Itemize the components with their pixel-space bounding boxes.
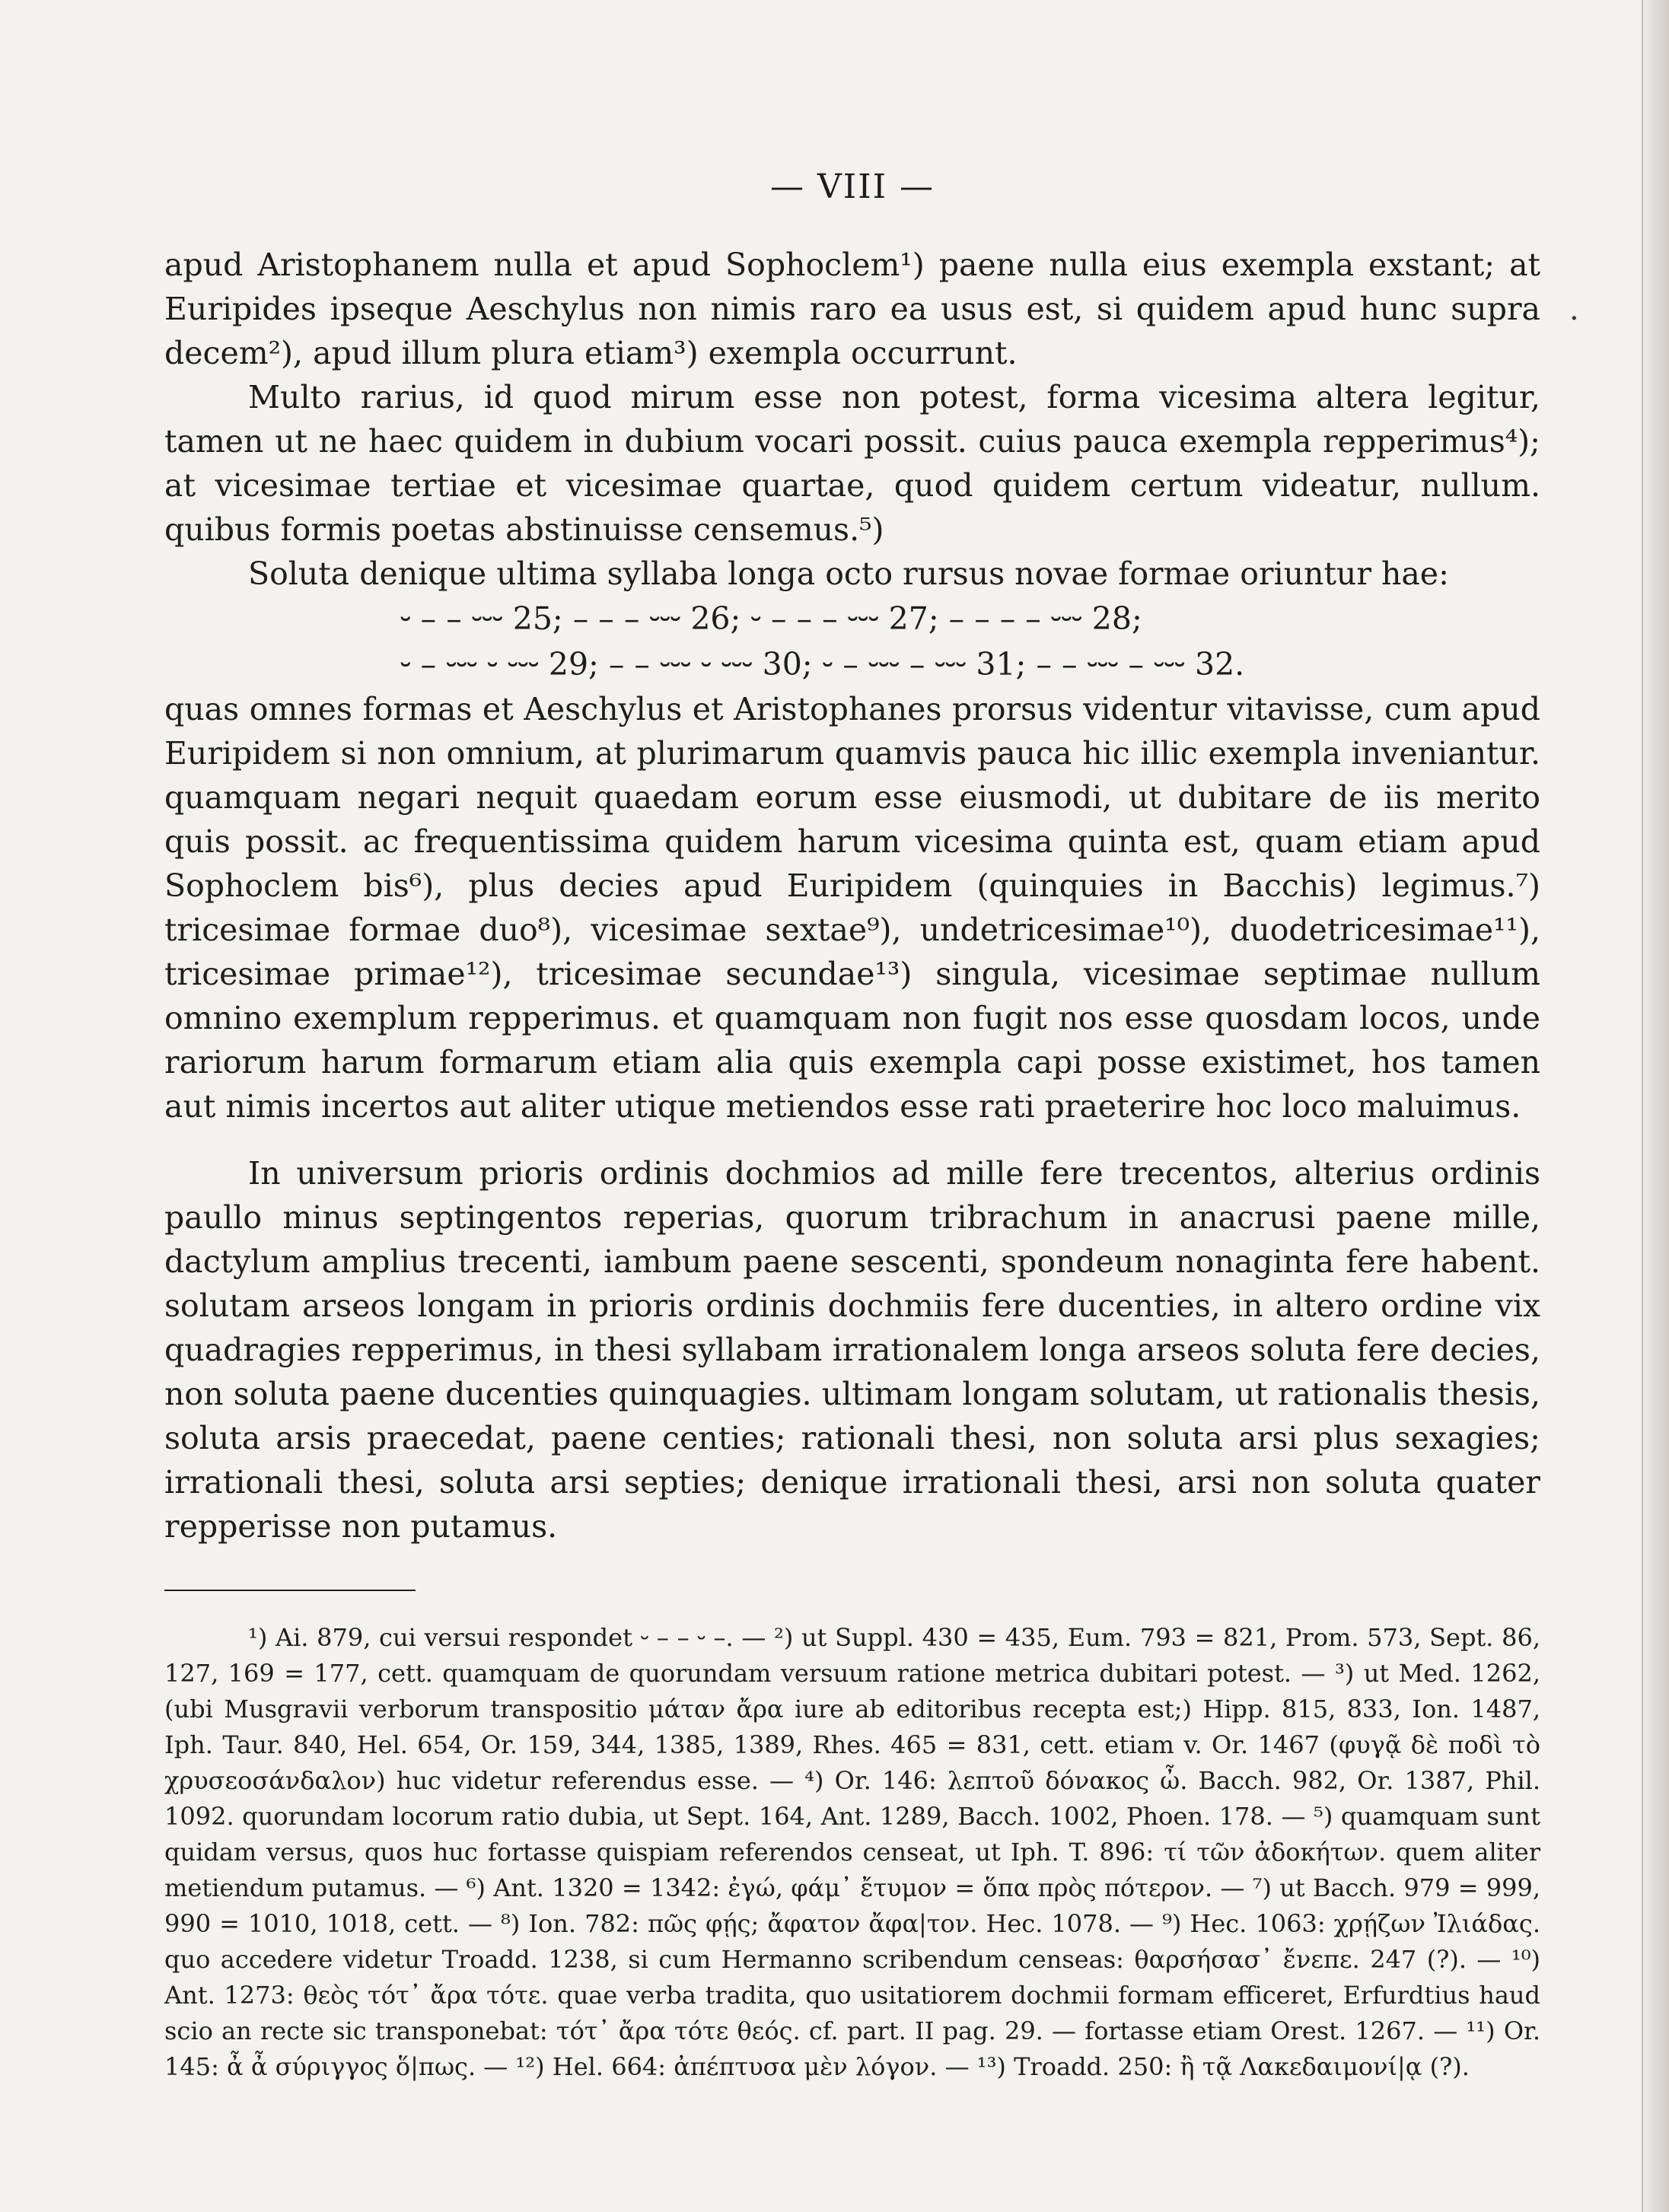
paragraph-5: In universum prioris ordinis dochmios ad mille fere trecentos, alterius ordinis paullo minus septingentos reperias, quorum tribrachum in anacrusi paene mille, dactylum amplius trecenti, iambum paene sescenti, spondeum nonaginta fere habent. solutam arseos longam in prioris ordinis dochmiis fere ducenties, in altero ordine vix quadragies repperimus, in thesi syllabam irrationalem longa arseos soluta fere decies, non soluta paene ducenties quinquagies. ultimam longam solutam, ut rationalis thesis, soluta arsis praecedat, paene centies; rationali thesi, non soluta arsi plus sexagies; irrationali thesi, soluta arsi septies; denique irrationali thesi, arsi non soluta quater repperisse non putamus. [164,1155,1540,1545]
footnote-text: ¹) Ai. 879, cui versui respondet ⏑ – – ⏑ –. — ²) ut Suppl. 430 = 435, Eum. 793 = 821, Prom. 573, Sept. 86, 127, 169 = 177, cett. quamquam de quorundam versuum ratione metrica dubitari potest. — ³) ut Med. 1262, (ubi Musgravii verborum transpositio μάταν ἄρα iure ab editoribus recepta est;) Hipp. 815, 833, Ion. 1487, Iph. Taur. 840, Hel. 654, Or. 159, 344, 1385, 1389, Rhes. 465 = 831, cett. etiam v. Or. 1467 (φυγᾷ δὲ ποδὶ τὸ χρυσεοσάνδαλον) huc videtur referendus esse. — ⁴) Or. 146: λεπτοῦ δόνακος ὦ. Bacch. 982, Or. 1387, Phil. 1092. quorundam locorum ratio dubia, ut Sept. 164, Ant. 1289, Bacch. 1002, Phoen. 178. — ⁵) quamquam sunt quidam versus, quos huc fortasse quispiam referendos censeat, ut Iph. T. 896: τί τῶν ἀδοκήτων. quem aliter metiendum putamus. — ⁶) Ant. 1320 = 1342: ἐγώ, φάμ᾽ ἔτυμον = ὅπα πρὸς πότερον. — ⁷) ut Bacch. 979 = 999, 990 = 1010, 1018, cett. — ⁸) Ion. 782: πῶς φῄς; ἄφατον ἄφα|τον. Hec. 1078. — ⁹) Hec. 1063: χρῄζων Ἰλιάδας. quo accedere videtur Troadd. 1238, si cum Hermanno scribendum censeas: θαρσήσασ᾽ ἔνεπε. 247 (?). — ¹⁰) Ant. 1273: θεὸς τότ᾽ ἄρα τότε. quae verba tradita, quo usitatiorem dochmii formam efficeret, Erfurdtius haud scio an recte sic transponebat: τότ᾽ ἄρα τότε θεός. cf. part. II pag. 29. — fortasse etiam Orest. 1267. — ¹¹) Or. 145: ἆ ἆ σύριγγος ὅ|πως. — ¹²) Hel. 664: ἀπέπτυσα μὲν λόγον. — ¹³) Troadd. 250: ἢ τᾷ Λακεδαιμονί|ᾳ (?). [164,1623,1540,2081]
paragraph-4: quas omnes formas et Aeschylus et Aristophanes prorsus videntur vitavisse, cum apud Euripidem si non omnium, at plurimarum quamvis pauca hic illic exempla inveniantur. quamquam negari nequit quaedam eorum esse eiusmodi, ut dubitare de iis merito quis possit. ac frequentissima quidem harum vicesima quinta est, quam etiam apud Sophoclem bis⁶), plus decies apud Euripidem (quinquies in Bacchis) legimus.⁷) tricesimae formae duo⁸), vicesimae sextae⁹), undetricesimae¹⁰), duodetricesimae¹¹), tricesimae primae¹²), tricesimae secundae¹³) singula, vicesimae septimae nullum omnino exemplum repperimus. et quamquam non fugit nos esse quosdam locos, unde rariorum harum formarum etiam alia quis exempla capi posse existimet, hos tamen aut nimis incertos aut aliter utique metiendos esse rati praeterire hoc loco maluimus. [164,691,1540,1125]
meter-line-1: ⏑ – – ⏑⏑⏑ 25; – – – ⏑⏑⏑ 26; ⏑ – – – ⏑⏑⏑ 27; – – – – ⏑⏑⏑ 28; [400,600,1142,637]
page-edge [1643,0,1669,2212]
margin-mark: · [1569,301,1579,336]
page-number: — VIII — [770,167,935,206]
footnote-divider [164,1590,416,1591]
page [164,160,1540,2085]
body-text [164,243,1540,1548]
meter-line-2: ⏑ – ⏑⏑⏑ ⏑ ⏑⏑⏑ 29; – – ⏑⏑⏑ ⏑ ⏑⏑⏑ 30; ⏑ – ⏑⏑⏑ – ⏑⏑⏑ 31; – – ⏑⏑⏑ – ⏑⏑⏑ 32. [400,646,1245,683]
paragraph-3: Soluta denique ultima syllaba longa octo rursus novae formae oriuntur hae: [248,555,1449,592]
paragraph-2: Multo rarius, id quod mirum esse non potest, forma vicesima altera legitur, tamen ut ne haec quidem in dubium vocari possit. cuius pauca exempla repperimus⁴); at vicesimae tertiae et vicesimae quartae, quod quidem certum videatur, nullum. quibus formis poetas abstinuisse censemus.⁵) [164,379,1540,548]
paragraph-1: apud Aristophanem nulla et apud Sophoclem¹) paene nulla eius exempla exstant; at Euripides ipseque Aeschylus non nimis raro ea usus est, si quidem apud hunc supra decem²), apud illum plura etiam³) exempla occurrunt. [164,247,1540,371]
footnotes [164,1620,1540,2085]
